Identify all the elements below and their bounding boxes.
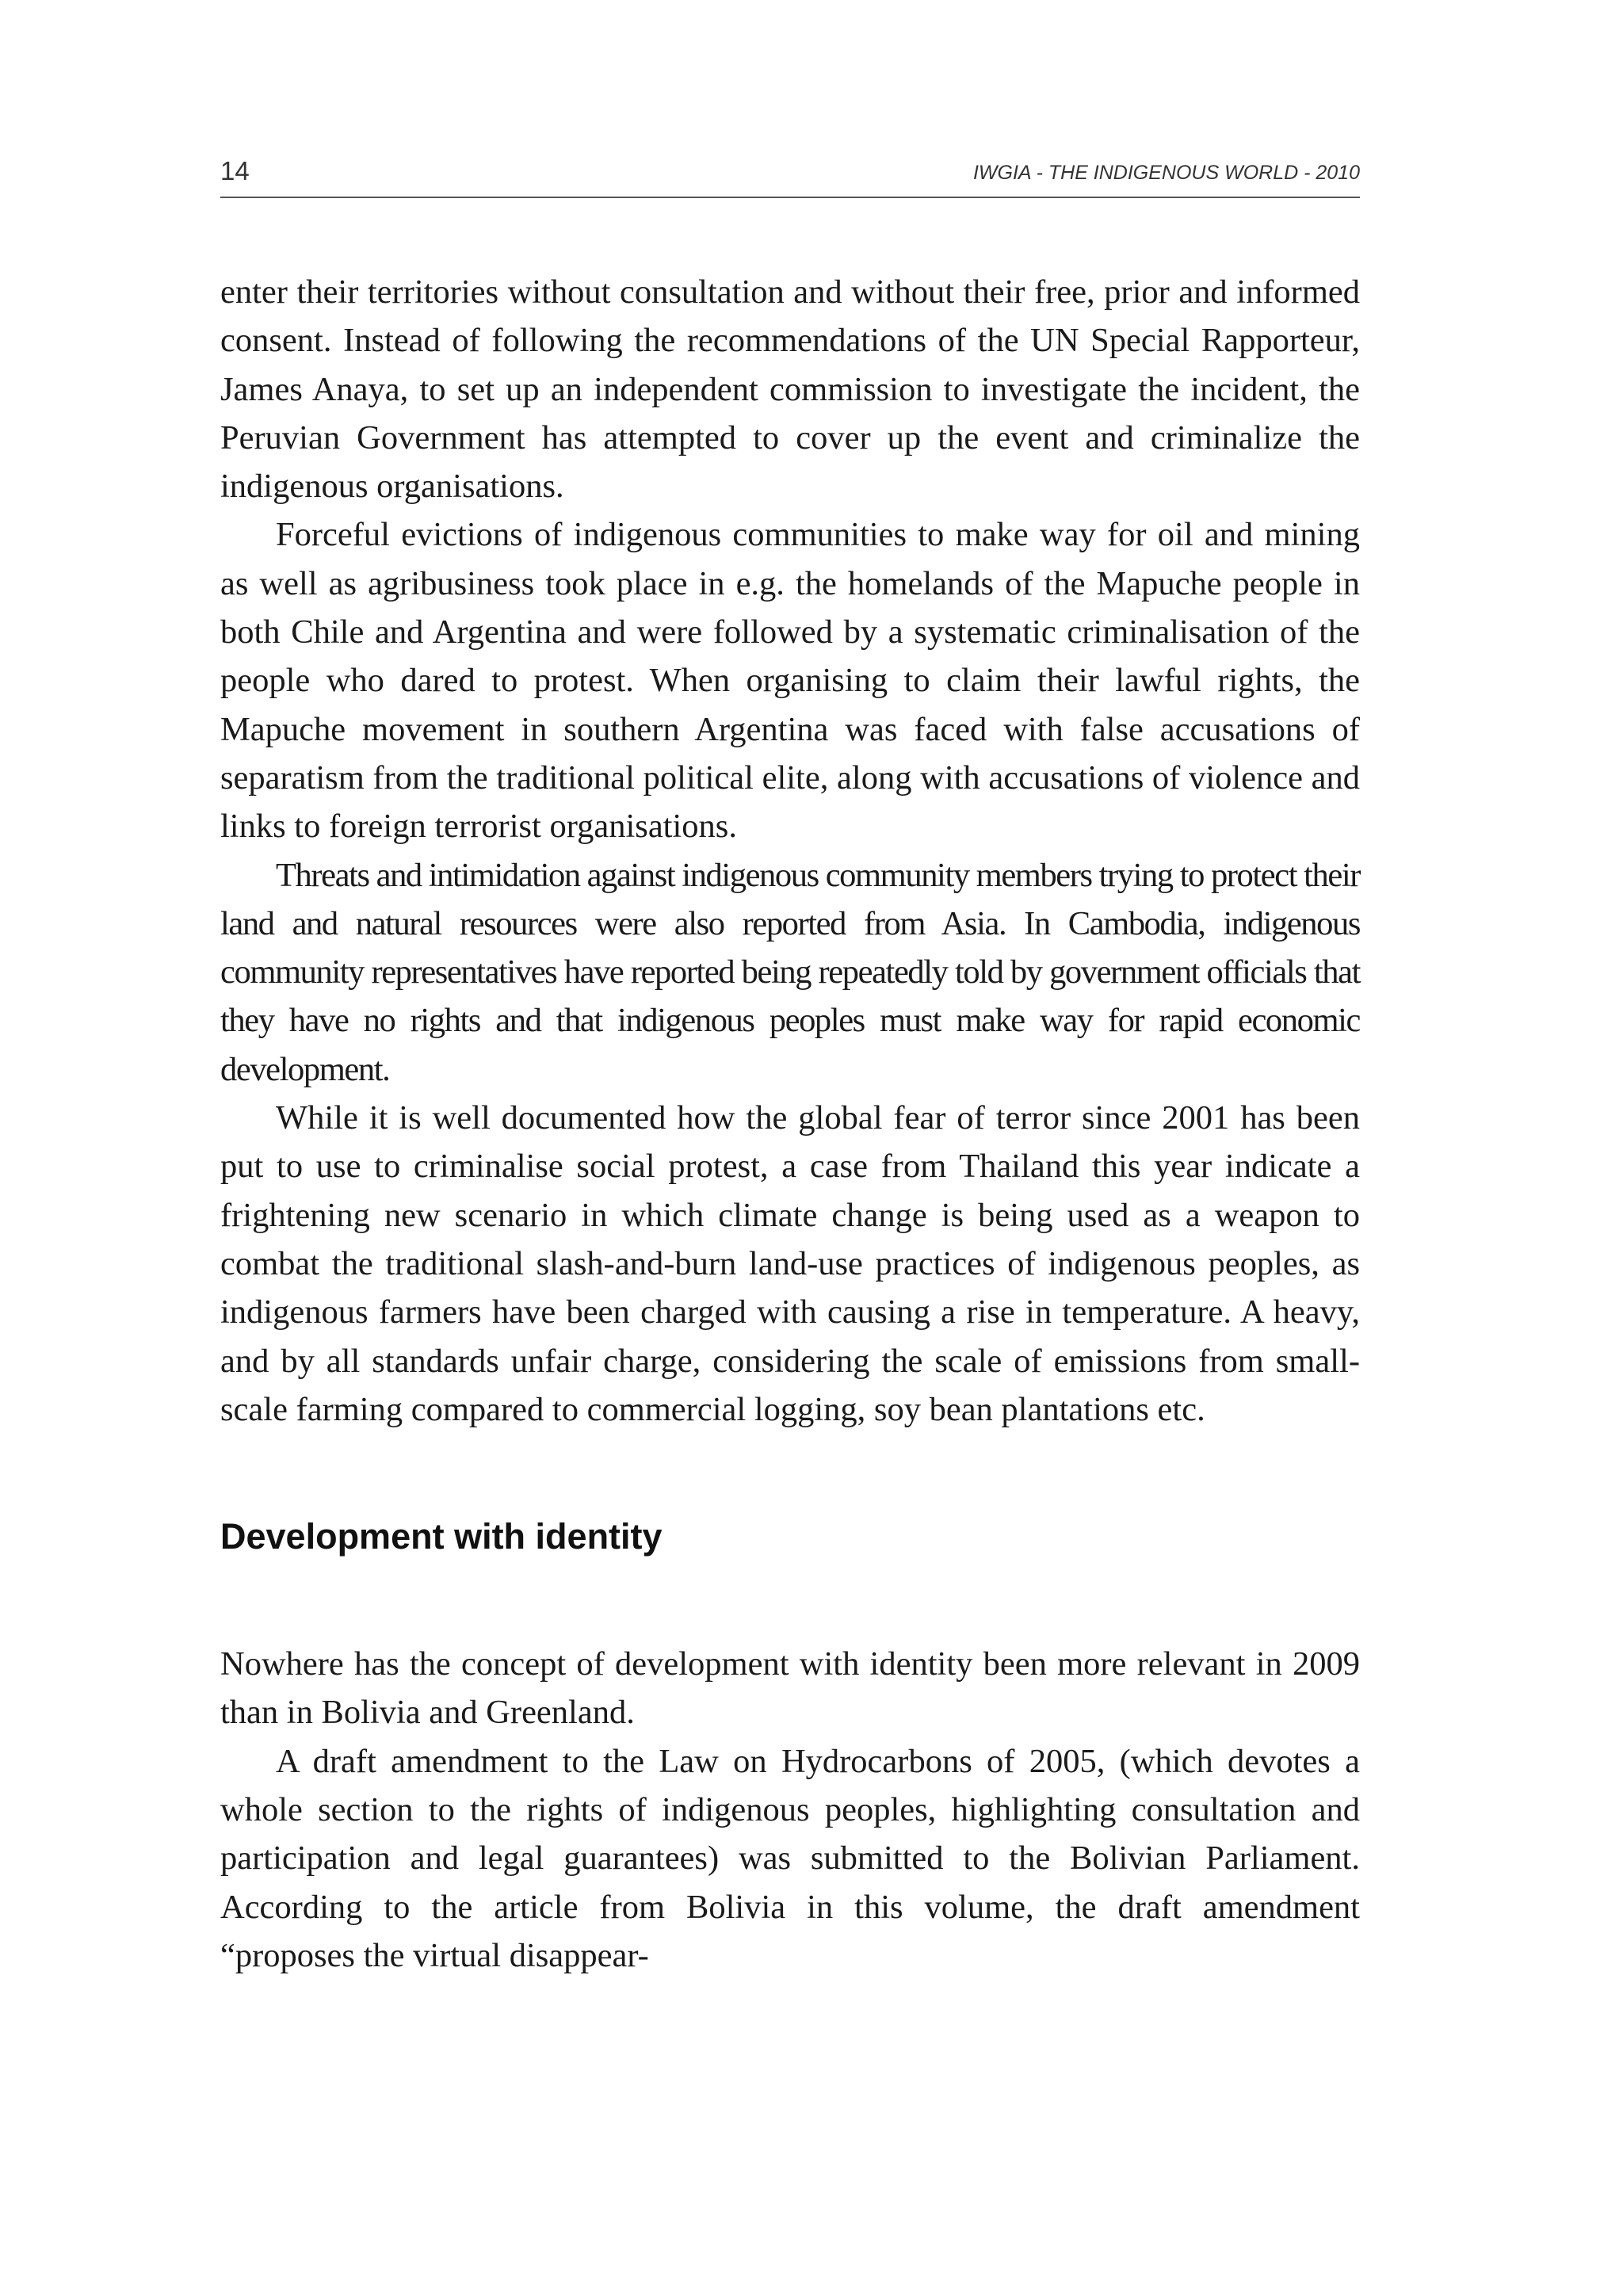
- running-title: IWGIA - THE INDIGENOUS WORLD - 2010: [972, 162, 1360, 184]
- paragraph: While it is well documented how the global fear of terror since 2001 has been put to use to criminalise social protest, a case from Thailand this year indicate a frightening new scenario in which climate change is being used as a weapon to combat the traditional slash-and-burn land-use practices of indigenous peoples, as indigenous farmers have been charged with causing a rise in temperature. A heavy, and by all standards unfair charge, considering the scale of emissions from small-scale farming compared to commercial logging, soy bean plantations etc.: [220, 1099, 1360, 1428]
- page-header: [220, 155, 1360, 198]
- paragraph: Forceful evictions of indigenous communities to make way for oil and mining as well as agribusiness took place in e.g. the homelands of the Mapuche people in both Chile and Argentina and were followed by a systematic criminalisation of the people who dared to protest. When organising to claim their lawful rights, the Mapuche movement in southern Argentina was faced with false accusations of separatism from the traditional political elite, along with accusations of violence and links to foreign terrorist organisations.: [220, 516, 1360, 846]
- page-number: 14: [220, 156, 250, 185]
- paragraph: Nowhere has the concept of development with identity been more relevant in 2009 than in Bolivia and Greenland.: [220, 1645, 1360, 1732]
- section-heading: Development with identity: [220, 1516, 663, 1557]
- paragraph: enter their territories without consultation and without their free, prior and informed consent. Instead of following the recommendations of the UN Special Rapporteur, James Anaya, to set up an independent commission to investigate the incident, the Peruvian Government has attempted to cover up the event and criminalize the indigenous organisations.: [220, 273, 1360, 506]
- paragraph: Threats and intimidation against indigenous community members trying to protect their land and natural resources were also reported from Asia. In Cambodia, indigenous community representatives have reported being repeatedly told by government officials that they have no rights and that indigenous peoples must make way for rapid economic development.: [220, 856, 1360, 1088]
- body-text: [220, 268, 1360, 1980]
- paragraph: A draft amendment to the Law on Hydrocarbons of 2005, (which devotes a whole section to the rights of indigenous peoples, highlighting consultation and participation and legal guarantees) was submitted to the Bolivian Parliament. According to the article from Bolivia in this volume, the draft amendment “proposes the virtual disappear-: [220, 1742, 1360, 1974]
